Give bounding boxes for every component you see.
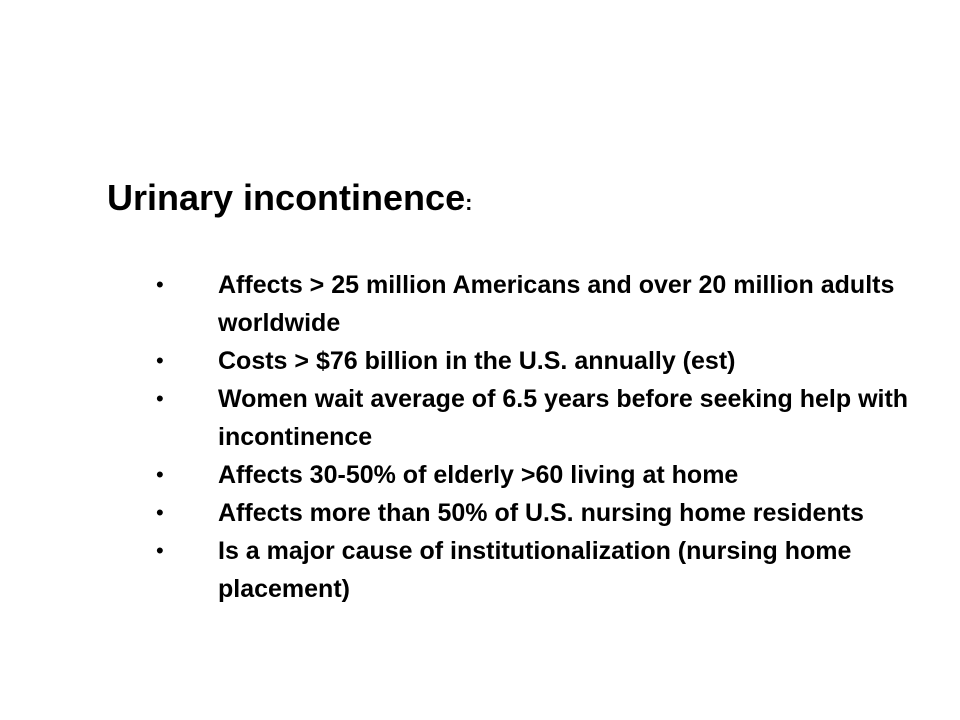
slide-title-text: Urinary incontinence bbox=[107, 177, 466, 218]
bullet-item bbox=[150, 380, 930, 456]
bullet-item bbox=[150, 494, 930, 532]
slide-title bbox=[107, 176, 472, 225]
bullet-text: Women wait average of 6.5 years before seeking help with incontinence bbox=[218, 385, 909, 451]
bullet-list bbox=[150, 266, 930, 608]
bullet-dot-icon: • bbox=[156, 272, 164, 297]
slide-title-colon: : bbox=[465, 190, 473, 215]
bullet-text: Affects more than 50% of U.S. nursing home residents bbox=[218, 499, 864, 527]
bullet-text: Costs > $76 billion in the U.S. annually (est) bbox=[218, 347, 736, 375]
bullet-dot-icon: • bbox=[156, 538, 164, 563]
bullet-item bbox=[150, 532, 930, 608]
bullet-text: Is a major cause of institutionalization (nursing home placement) bbox=[218, 537, 852, 603]
bullet-dot-icon: • bbox=[156, 386, 164, 411]
bullet-item bbox=[150, 456, 930, 494]
bullet-dot-icon: • bbox=[156, 500, 164, 525]
bullet-dot-icon: • bbox=[156, 462, 164, 487]
bullet-text: Affects 30-50% of elderly >60 living at home bbox=[218, 461, 739, 489]
bullet-text: Affects > 25 million Americans and over 20 million adults worldwide bbox=[218, 271, 895, 337]
bullet-item bbox=[150, 266, 930, 342]
bullet-item bbox=[150, 342, 930, 380]
bullet-dot-icon: • bbox=[156, 348, 164, 373]
